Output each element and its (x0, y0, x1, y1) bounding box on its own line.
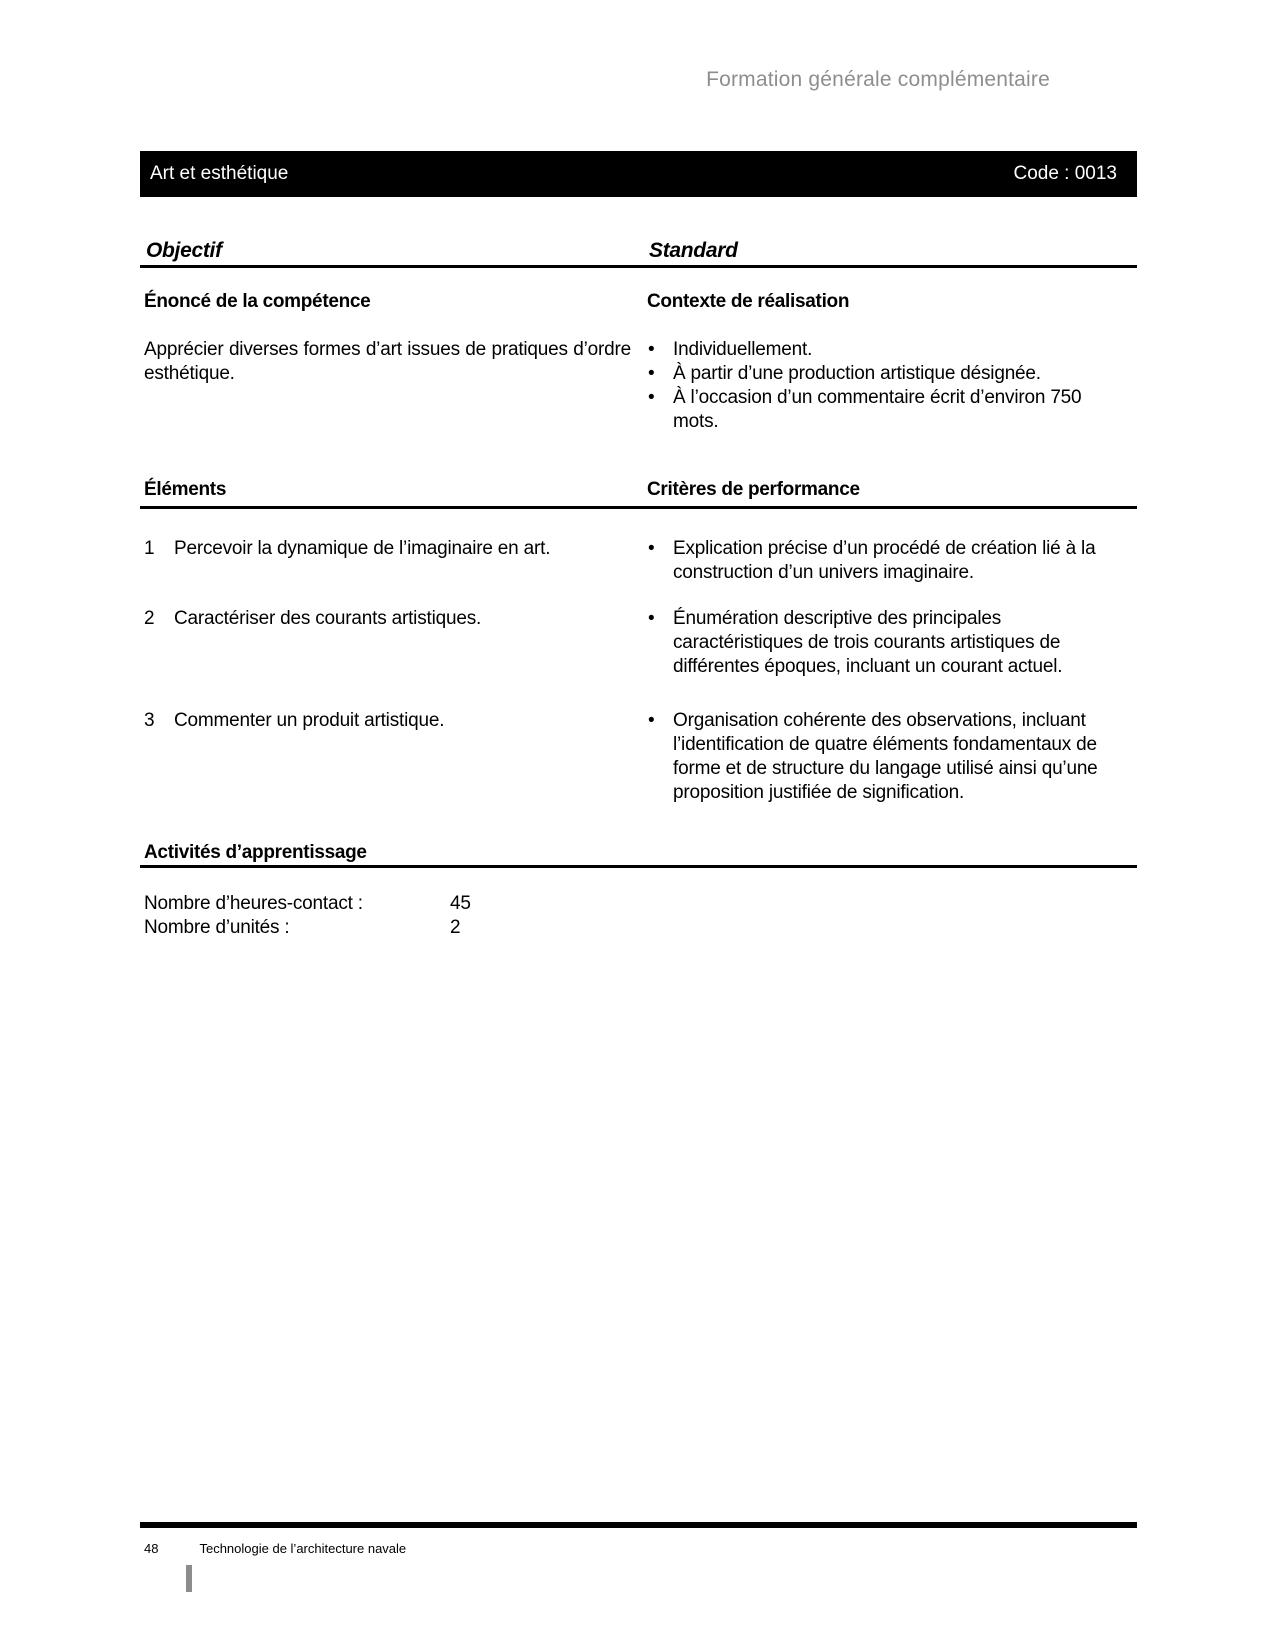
element-text: Percevoir la dynamique de l’imaginaire en art. (174, 538, 551, 559)
competence-statement: Apprécier diverses formes d’art issues de pratiques d’ordre esthétique. (144, 339, 631, 384)
critere-cell (643, 537, 1137, 585)
element-item (140, 607, 643, 679)
divider-rule (140, 865, 1137, 868)
kv-value: 2 (450, 917, 461, 938)
critere-cell (643, 607, 1137, 679)
table-row (140, 892, 1137, 916)
title-bar (140, 151, 1137, 197)
list-item: • Individuellement. (643, 338, 1137, 362)
critere-cell (643, 709, 1137, 805)
kv-value: 45 (450, 893, 471, 914)
contexte-heading: Contexte de réalisation (647, 291, 850, 312)
table-row (140, 709, 1137, 805)
table-row (140, 607, 1137, 679)
competence-row (140, 338, 1137, 434)
element-item (140, 537, 643, 585)
list-item: • À l’occasion d’un commentaire écrit d’environ 750 mots. (643, 386, 1137, 434)
course-code: Code : 0013 (1013, 163, 1117, 184)
criteres-heading: Critères de performance (647, 479, 860, 500)
divider-rule (140, 506, 1137, 509)
element-number: 3 (144, 710, 155, 731)
print-registration-mark (186, 1565, 192, 1592)
table-row (140, 916, 1137, 940)
running-header: Formation générale complémentaire (706, 68, 1050, 91)
element-item (140, 709, 643, 805)
standard-heading: Standard (649, 239, 738, 262)
element-text: Caractériser des courants artistiques. (174, 608, 482, 629)
enonce-heading: Énoncé de la compétence (144, 291, 371, 312)
element-text: Commenter un produit artistique. (174, 710, 445, 731)
kv-label: Nombre d’heures-contact : (144, 893, 363, 914)
course-title: Art et esthétique (150, 163, 289, 184)
column-headings-row (140, 237, 1137, 265)
objectif-heading: Objectif (146, 239, 222, 262)
element-number: 1 (144, 538, 155, 559)
footer-doc-title: Technologie de l’architecture navale (199, 1541, 407, 1556)
element-number: 2 (144, 608, 155, 629)
page-number: 48 (144, 1541, 159, 1556)
subheadings-row (140, 290, 1137, 314)
content-area (140, 237, 1137, 940)
activites-heading: Activités d’apprentissage (144, 842, 367, 863)
table-row (140, 537, 1137, 585)
list-item: • Énumération descriptive des principales caractéristiques de trois courants artistiques de différentes époques, incluant un courant actuel. (643, 607, 1137, 679)
activites-table (140, 892, 1137, 940)
elements-heading: Éléments (144, 479, 227, 500)
list-item: • À partir d’une production artistique désignée. (643, 362, 1137, 386)
footer-rule (140, 1522, 1137, 1528)
footer (144, 1541, 406, 1556)
kv-label: Nombre d’unités : (144, 917, 290, 938)
list-item: • Organisation cohérente des observations, incluant l’identification de quatre éléments fondamentaux de forme et de structure du langage utilisé ainsi qu’une proposition justifiée de signification. (643, 709, 1137, 805)
divider-rule (140, 265, 1137, 268)
list-item: • Explication précise d’un procédé de création lié à la construction d’un univers imaginaire. (643, 537, 1137, 585)
elements-headings-row (140, 478, 1137, 502)
contexte-bullet-list (643, 338, 1137, 434)
